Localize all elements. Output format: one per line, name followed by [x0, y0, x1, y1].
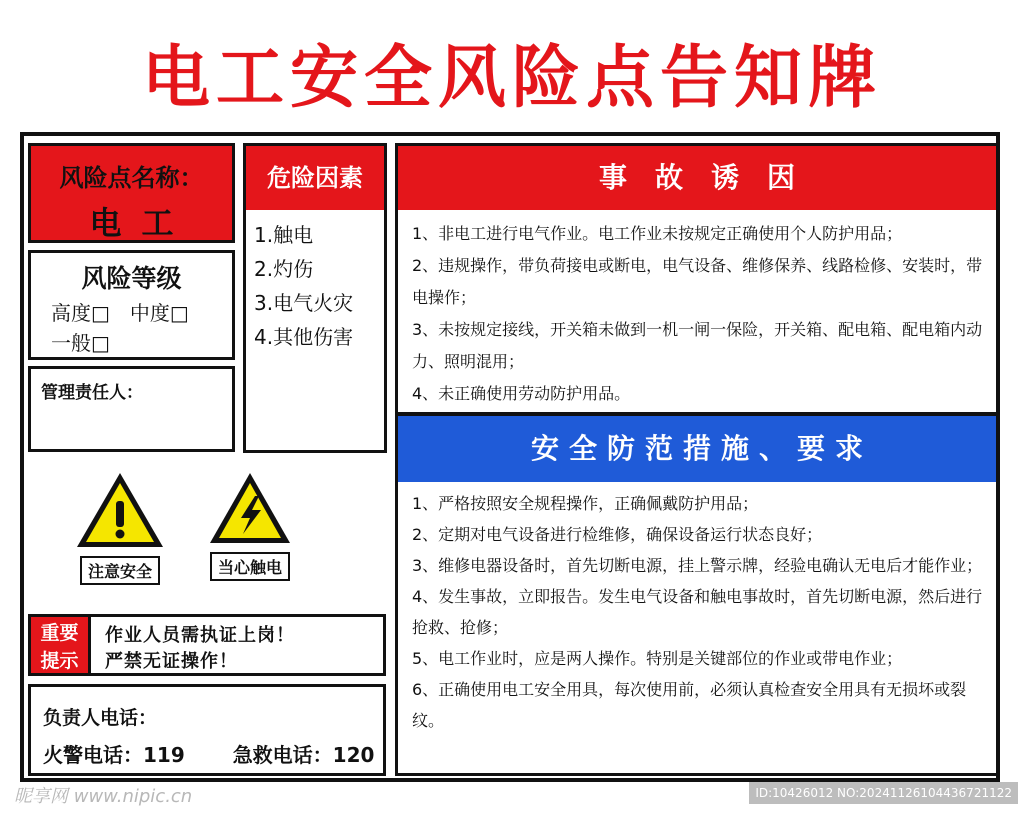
hazard-title: 危险因素 — [246, 146, 384, 210]
fire-phone: 火警电话：119 — [43, 743, 185, 767]
accident-causes-list — [412, 218, 988, 410]
sign-caution — [70, 470, 170, 585]
manager-label: 管理责任人： — [41, 383, 143, 403]
hazard-box — [243, 143, 387, 453]
hazard-item: 3.电气火灾 — [254, 291, 354, 315]
cause-item: 2、违规操作，带负荷接电或断电，电气设备、维修保养、线路检修、安装时，带电操作； — [412, 256, 983, 307]
risk-point-value: 电工 — [89, 204, 194, 242]
sign-caution-label: 注意安全 — [80, 556, 160, 585]
sign-electric-shock-label: 当心触电 — [210, 552, 290, 581]
hazard-item: 1.触电 — [254, 223, 314, 247]
risk-point-label: 风险点名称： — [59, 164, 204, 192]
measure-item: 3、维修电器设备时，首先切断电源，挂上警示牌，经验电确认无电后才能作业； — [412, 556, 983, 575]
exclamation-warning-icon — [74, 470, 166, 550]
responsible-phone-label: 负责人电话： — [43, 707, 158, 729]
accident-causes-box — [395, 143, 999, 415]
watermark-logo: 昵享网 www.nipic.cn — [14, 786, 193, 807]
risk-point-box — [28, 143, 235, 243]
hazard-list — [254, 218, 353, 354]
risk-level-options-row1: 高度□ 中度□ — [51, 301, 189, 325]
notice-tag-line2: 提示 — [40, 650, 79, 672]
measure-item: 5、电工作业时，应是两人操作。特别是关键部位的作业或带电作业； — [412, 649, 903, 668]
cause-item: 1、非电工进行电气作业。电工作业未按规定正确使用个人防护用品； — [412, 224, 903, 243]
notice-text — [105, 623, 295, 675]
emergency-phones — [43, 739, 374, 768]
phone-box — [28, 684, 386, 776]
notice-tag-line1: 重要 — [40, 622, 79, 644]
notice-line1: 作业人员需执证上岗！ — [105, 625, 295, 646]
electric-shock-warning-icon — [207, 470, 293, 546]
manager-box — [28, 366, 235, 452]
accident-causes-title: 事故诱因 — [398, 146, 996, 210]
cause-item: 3、未按规定接线，开关箱未做到一机一闸一保险，开关箱、配电箱、配电箱内动力、照明混用； — [412, 320, 983, 371]
sign-electric-shock — [200, 470, 300, 581]
hazard-item: 4.其他伤害 — [254, 325, 354, 349]
ambulance-phone: 急救电话：120 — [232, 743, 375, 767]
notice-tag — [31, 617, 91, 673]
safety-measures-box — [395, 413, 999, 776]
measure-item: 4、发生事故，立即报告。发生电气设备和触电事故时，首先切断电源，然后进行抢救、抢修； — [412, 587, 983, 637]
watermark-id: ID:10426012 NO:20241126104436721122 — [749, 782, 1018, 804]
safety-measures-title: 安全防范措施、要求 — [398, 416, 996, 482]
page-title: 电工安全风险点告知牌 — [141, 39, 882, 118]
measure-item: 6、正确使用电工安全用具，每次使用前，必须认真检查安全用具有无损坏或裂纹。 — [412, 680, 967, 730]
notice-box — [28, 614, 386, 676]
risk-level-box — [28, 250, 235, 360]
measure-item: 2、定期对电气设备进行检维修，确保设备运行状态良好； — [412, 525, 823, 544]
risk-level-options-row2: 一般□ — [51, 331, 110, 355]
measure-item: 1、严格按照安全规程操作，正确佩戴防护用品； — [412, 494, 759, 513]
cause-item: 4、未正确使用劳动防护用品。 — [412, 384, 631, 403]
notice-line2: 严禁无证操作！ — [105, 651, 238, 672]
hazard-item: 2.灼伤 — [254, 257, 314, 281]
safety-measures-list — [412, 488, 988, 736]
risk-level-title: 风险等级 — [81, 264, 182, 293]
warning-signs — [70, 470, 300, 600]
